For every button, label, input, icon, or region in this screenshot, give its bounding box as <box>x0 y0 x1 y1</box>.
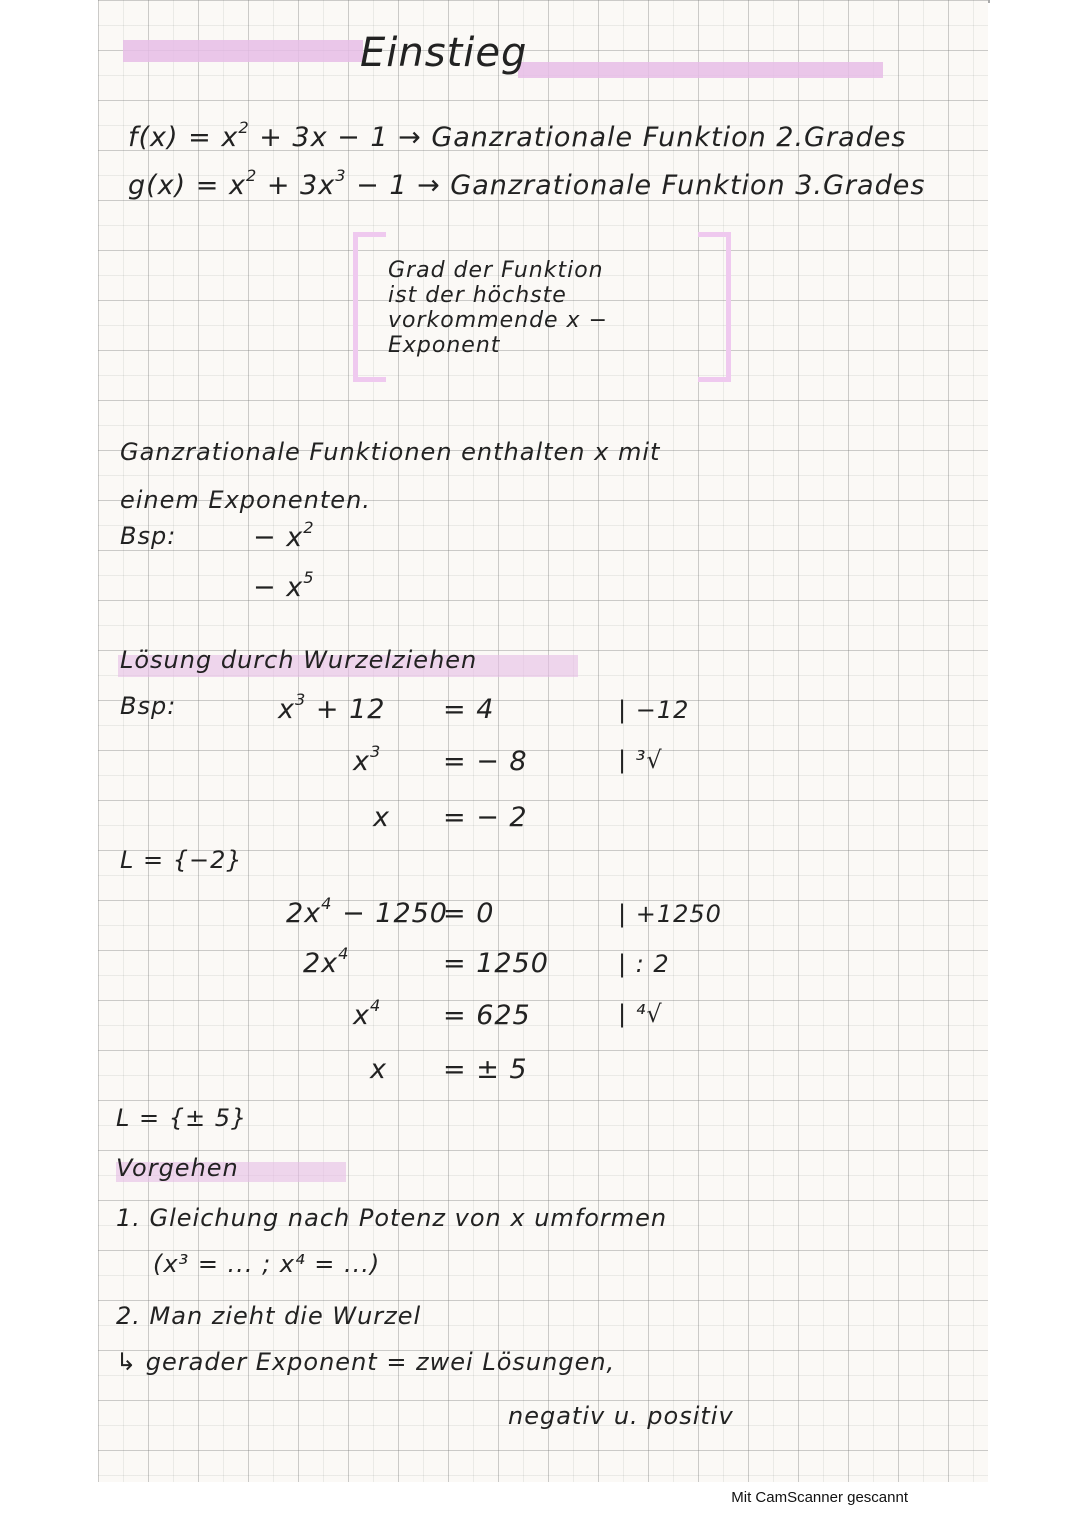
example2-operation: | −12 <box>618 696 690 724</box>
procedure-step: 1. Gleichung nach Potenz von x umformen <box>116 1204 668 1232</box>
note-bracket-left <box>353 232 386 382</box>
example3-rhs: = ± 5 <box>443 1054 528 1085</box>
example1-item: − $x^2$ <box>253 518 315 553</box>
procedure-step: negativ u. positiv <box>508 1402 734 1430</box>
definition-text: Ganzrationale Funktionen enthalten x mit einem Exponenten. <box>120 438 661 514</box>
example3-operation: | ⁴√ <box>618 1000 663 1028</box>
example1-item: − $x^5$ <box>253 568 315 603</box>
example2-label: Bsp: <box>120 692 177 720</box>
example3-lhs: $2x^4 - 1250$ <box>286 894 448 929</box>
note-bracket-right <box>698 232 731 382</box>
title-highlight-right <box>518 62 883 78</box>
example2-rhs: = 4 <box>443 694 495 725</box>
procedure-step: (x³ = ... ; x⁴ = ...) <box>153 1250 381 1278</box>
notebook-page <box>98 0 988 1482</box>
example3-operation: | : 2 <box>618 950 670 978</box>
example2-lhs: $x^3 + 12$ <box>278 690 386 725</box>
example2-operation: | ³√ <box>618 746 663 774</box>
page-title: Einstieg <box>360 30 528 76</box>
example2-solution: L = {−2} <box>120 846 243 874</box>
example2-lhs: x <box>373 802 390 833</box>
degree-note: Grad der Funktion ist der höchste vorkommende x − Exponent <box>388 258 609 358</box>
example2-rhs: = − 8 <box>443 746 528 777</box>
example3-rhs: = 0 <box>443 898 495 929</box>
example3-solution: L = {± 5} <box>116 1104 248 1132</box>
function-g: $g(x) = x^2 + 3x^3 - 1$ → Ganzrationale Funktion 3.Grades <box>128 166 926 201</box>
example3-lhs: $x^4$ <box>353 996 382 1031</box>
example3-operation: | +1250 <box>618 900 722 928</box>
scanner-watermark: Mit CamScanner gescannt <box>731 1489 908 1506</box>
example1-label: Bsp: <box>120 522 177 550</box>
title-highlight-left <box>123 40 363 62</box>
procedure-title: Vorgehen <box>116 1154 239 1182</box>
procedure-step: ↳ gerader Exponent = zwei Lösungen, <box>116 1348 616 1376</box>
function-f: $f(x) = x^2 + 3x - 1$ → Ganzrationale Funktion 2.Grades <box>128 118 907 153</box>
example3-rhs: = 1250 <box>443 948 549 979</box>
example2-rhs: = − 2 <box>443 802 528 833</box>
procedure-step: 2. Man zieht die Wurzel <box>116 1302 422 1330</box>
example3-rhs: = 625 <box>443 1000 531 1031</box>
section2-title: Lösung durch Wurzelziehen <box>120 646 478 674</box>
example3-lhs: x <box>370 1054 387 1085</box>
example2-lhs: $x^3$ <box>353 742 382 777</box>
example3-lhs: $2x^4$ <box>303 944 350 979</box>
